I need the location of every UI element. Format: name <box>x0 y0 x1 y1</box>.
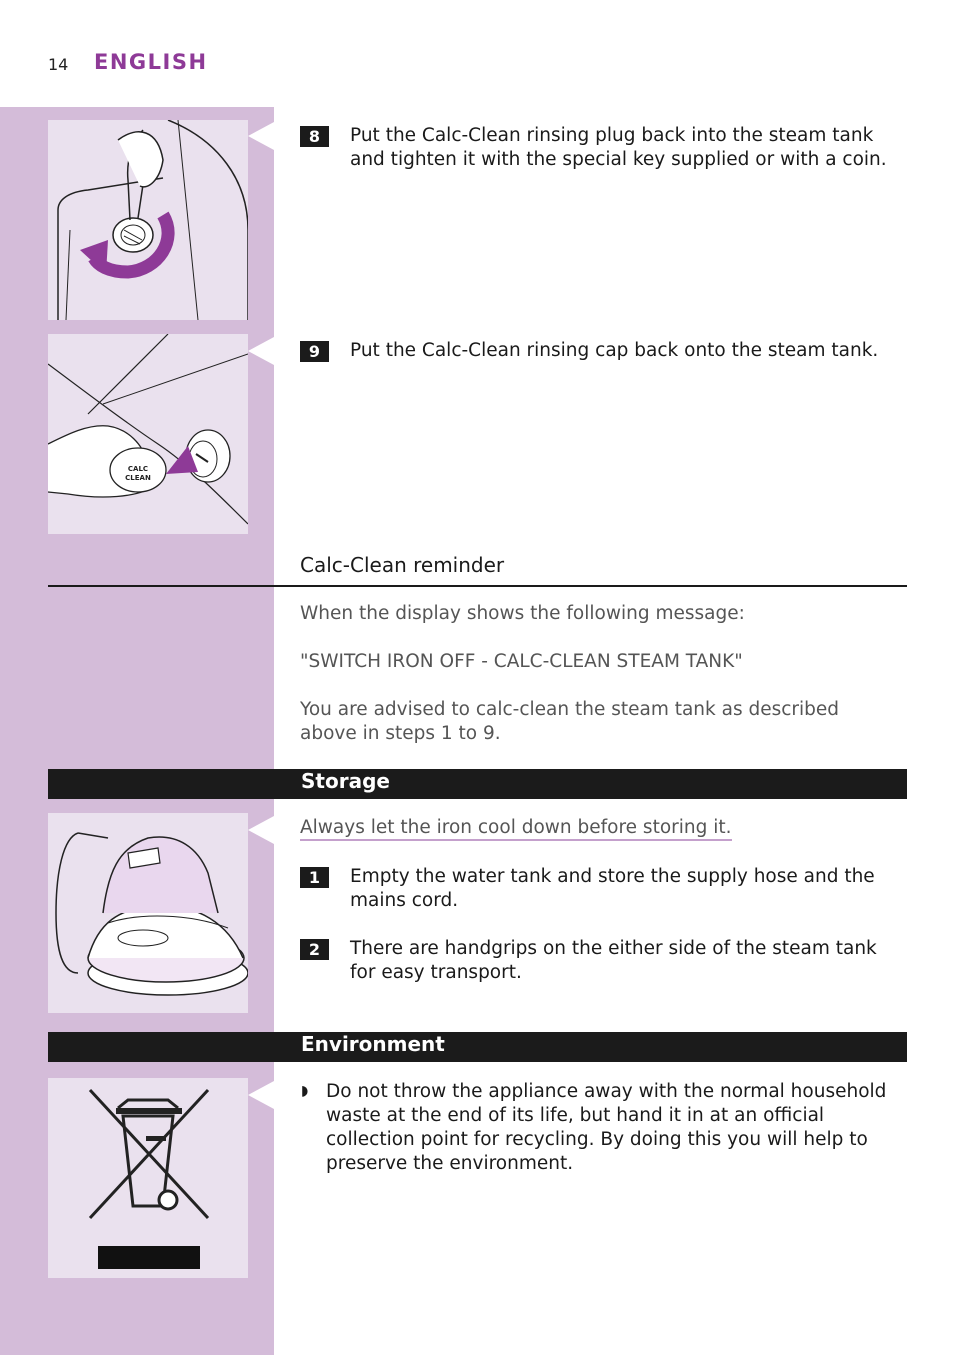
storage-heading-bar <box>48 769 907 799</box>
environment-heading: Environment <box>301 1032 445 1056</box>
illustration-weee <box>48 1078 248 1278</box>
panel-notch <box>248 1081 274 1109</box>
cap-label-calc: CALC <box>127 465 149 473</box>
illustration-rinsing-plug <box>48 120 248 320</box>
step-number-9: 9 <box>300 341 329 362</box>
steam-iron-drawing <box>48 813 248 1013</box>
language-heading: ENGLISH <box>94 50 208 74</box>
page-number: 14 <box>48 55 69 74</box>
environment-bullet-text: Do not throw the appliance away with the normal household waste at the end of its life, but hand it in at an official collection point for recycling. By doing this you will help to preserve the environment. <box>326 1081 887 1174</box>
illustration-rinsing-cap <box>48 334 248 534</box>
step-8-text: Put the Calc-Clean rinsing plug back into the steam tank and tighten it with the special key supplied or with a coin. <box>350 125 887 170</box>
reminder-message: "SWITCH IRON OFF - CALC-CLEAN STEAM TANK" <box>300 651 743 672</box>
storage-heading: Storage <box>301 769 390 793</box>
reminder-intro: When the display shows the following message: <box>300 603 745 624</box>
section-rule <box>48 585 907 587</box>
reminder-title: Calc-Clean reminder <box>300 553 505 577</box>
panel-notch <box>248 122 274 150</box>
step-number-1: 1 <box>300 867 329 888</box>
reminder-advice: You are advised to calc-clean the steam tank as described above in steps 1 to 9. <box>300 699 840 744</box>
illustration-iron <box>48 813 248 1013</box>
crossed-bin-icon <box>48 1078 248 1278</box>
step-number-2: 2 <box>300 939 329 960</box>
rinsing-plug-drawing <box>48 120 248 320</box>
storage-step-1-text: Empty the water tank and store the supply hose and the mains cord. <box>350 866 875 911</box>
panel-notch <box>248 337 274 365</box>
rinsing-cap-drawing <box>48 334 248 534</box>
storage-tip: Always let the iron cool down before storing it. <box>300 817 732 841</box>
step-number-8: 8 <box>300 126 329 147</box>
environment-heading-bar <box>48 1032 907 1062</box>
cap-label-clean: CLEAN <box>125 474 151 482</box>
bullet-marker-icon: ◗ <box>301 1083 309 1099</box>
panel-notch <box>248 816 274 844</box>
step-9-text: Put the Calc-Clean rinsing cap back onto the steam tank. <box>350 340 879 361</box>
storage-step-2-text: There are handgrips on the either side of the steam tank for easy transport. <box>350 938 877 983</box>
